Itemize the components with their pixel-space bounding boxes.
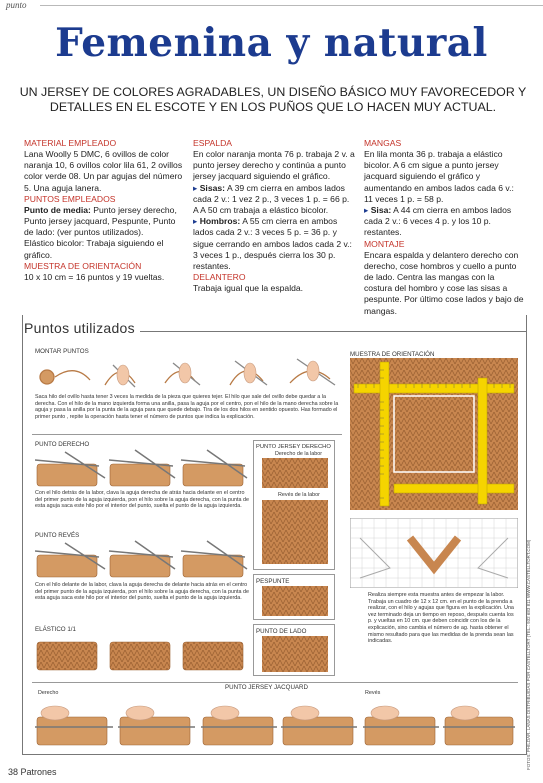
text-hombros-bold: Hombros: <box>199 216 241 227</box>
text-derecho: Con el hilo detrás de la labor, clava la aguja derecha de atrás hacia delante en el centro del primer punto de la aguja izquierda, pon el hilo sobre la aguja derecha, con la punta de esta aguja saca este hilo por el interior del punto, suelta el punto de la aguja izquierda. <box>35 490 249 510</box>
label-reves-labor: Revés de la labor <box>278 492 320 498</box>
heading-espalda: ESPALDA <box>193 138 233 148</box>
montar-illustration <box>35 355 340 393</box>
text-montaje: Encara espalda y delantero derecho con derecho, cose hombros y cuello a punto de lado. Centra las mangas con la costura del hombro y cose las sisas a pespunte. Por último cose lados y bajo de mangas. <box>364 249 524 316</box>
jacquard-rule <box>32 682 518 683</box>
label-elastico: ELÁSTICO 1/1 <box>35 626 76 633</box>
top-bar <box>0 0 543 10</box>
page-subtitle: UN JERSEY DE COLORES AGRADABLES, UN DISEÑO BÁSICO MUY FAVORECEDOR Y DETALLES EN EL ESCOTE Y EN LOS PUÑOS QUE LO HACEN MUY ACTUAL. <box>19 85 527 114</box>
label-muestra: MUESTRA DE ORIENTACIÓN <box>350 351 435 358</box>
label-derecho: PUNTO DERECHO <box>35 441 90 448</box>
column-materials <box>24 138 186 283</box>
column-mangas <box>364 138 524 317</box>
column-espalda <box>193 138 355 294</box>
jersey-derecho-front-swatch <box>262 458 328 488</box>
gauge-swatch-illustration <box>350 358 518 510</box>
text-mangas: En lila monta 36 p. trabaja a elástico bicolor. A 6 cm sigue a punto jersey jacquard siguiendo el gráfico y aumentando en ambos lados cada 6 v.: 11 veces 1 p. = 58 p. <box>364 149 514 204</box>
jacquard-illustration <box>35 697 515 749</box>
bullet-icon: ▸ <box>193 216 200 227</box>
text-reves: Con el hilo delante de la labor, clava la aguja derecha de delante hacia atrás en el centro del primer punto de la aguja izquierda, pon el hilo sobre la aguja derecha, con la punta de esta aguja saca este hilo por el interior del punto, suelta el punto de la aguja izquierda. <box>35 582 249 602</box>
text-hombros-body: A 55 cm cierra en ambos lados cada 2 v.: 3 veces 5 p. = 36 p. y sigue cerrando en ambos lados cada 2 v.: 3 veces 1 p., después cierra los 30 p. restantes. <box>193 216 352 272</box>
heading-delantero: DELANTERO <box>193 272 246 283</box>
text-puntos-bold: Punto de media: <box>24 204 91 215</box>
text-sisa <box>364 205 524 239</box>
bullet-icon: ▸ <box>193 182 200 193</box>
pespunte-illustration <box>262 586 328 616</box>
panel-top-rule <box>140 331 527 332</box>
label-lado: PUNTO DE LADO <box>256 628 307 635</box>
text-sisas-bold: Sisas: <box>199 182 226 193</box>
text-espalda: En color naranja monta 76 p. trabaja 2 v. a punto jersey derecho y continúa a punto jersey jacquard siguiendo el gráfico. <box>193 149 355 182</box>
stitches-panel-title: Puntos utilizados <box>24 320 135 336</box>
photo-credit: FOTOS: PHILDAR. LANAS DISTRIBUIDAS POR CASTELLTORT (TEL.: 932 683 811 WWW.CASTELLTORT.COM) <box>526 539 531 770</box>
text-puntos-body: Punto jersey derecho, Punto jersey jacquard, Pespunte, Punto de lado: (ver puntos utilizados). <box>24 204 177 238</box>
text-sisa-bold: Sisa: <box>370 205 392 216</box>
page-footer: 38 Patrones <box>8 767 57 777</box>
heading-muestra: MUESTRA DE ORIENTACIÓN <box>24 260 142 271</box>
label-jersey-derecho: PUNTO JERSEY DERECHO <box>256 444 331 450</box>
heading-material: MATERIAL EMPLEADO <box>24 138 117 148</box>
jersey-derecho-back-swatch <box>262 500 328 564</box>
label-reves: PUNTO REVÉS <box>35 532 80 539</box>
derecho-illustration <box>35 448 250 488</box>
lado-illustration <box>262 636 328 672</box>
page-title: Femenina y natural <box>55 20 488 66</box>
label-jacquard: PUNTO JERSEY JACQUARD <box>225 684 308 691</box>
text-sisas-body: A 39 cm cierra en ambos lados cada 2 v.: 1 vez 2 p., 3 veces 1 p. = 66 p. A A 50 cm trabaja a elástico bicolor. <box>193 182 350 216</box>
text-hombros <box>193 216 355 272</box>
text-muestra-instructions: Realiza siempre esta muestra antes de empezar la labor. Trabaja un cuadro de 12 x 12 cm. en el punto de la prenda a realizar, con el hilo y agujas que figura en la explicación. Una vez terminado deja un tiempo en reposo, después cuenta los p. y vueltas en 10 cm. que deben coincidir con los de la explicación, sino cambia el número de ag. hasta obtener el mismo resultado para que las medidas de la prenda sean las indicadas. <box>368 592 514 645</box>
text-montar: Saca hilo del ovillo hasta tener 3 veces la medida de la pieza que quieres tejer. El hilo que sale del ovillo debe quedar a la derecha. Con el hilo de la mano izquierda forma una anilla, pasa la aguja por el centro, pon el hilo de la mano derecha sobre la aguja y pasa la anilla por la punta de la aguja para que quede debajo. Tira de los dos hilos en sentido opuesto. Has formado el primer punto , repite la operación hasta tener el número de puntos que indica la explicación. <box>35 394 339 420</box>
text-puntos <box>24 205 186 239</box>
reves-illustration <box>35 539 250 579</box>
label-jacquard-reves: Revés <box>365 690 381 696</box>
text-material: Lana Woolly 5 DMC, 6 ovillos de color naranja 10, 6 ovillos color lila 61, 2 ovillos color verde 08. Un par agujas del número 5. Una aguja lanera. <box>24 149 183 193</box>
label-derecho-labor: Derecho de la labor <box>275 451 323 457</box>
bullet-icon: ▸ <box>364 205 371 216</box>
section-label: punto <box>6 0 27 10</box>
label-pespunte: PESPUNTE <box>256 578 290 585</box>
text-sisa-body: A 44 cm cierra en ambos lados cada 2 v.: 6 veces 4 p. y los 10 p. restantes. <box>364 205 512 238</box>
text-sisas <box>193 183 355 217</box>
label-montar: MONTAR PUNTOS <box>35 348 89 355</box>
top-rule <box>40 5 543 6</box>
text-muestra: 10 x 10 cm = 16 puntos y 19 vueltas. <box>24 271 165 282</box>
heading-montaje: MONTAJE <box>364 238 405 249</box>
heading-mangas: MANGAS <box>364 138 402 148</box>
text-delantero: Trabaja igual que la espalda. <box>193 283 304 294</box>
heading-puntos: PUNTOS EMPLEADOS <box>24 193 116 204</box>
label-jacquard-derecho: Derecho <box>38 690 59 696</box>
jacquard-chart <box>350 518 518 588</box>
text-elastico: Elástico bicolor: Trabaja siguiendo el gráfico. <box>24 238 164 260</box>
elastico-illustration <box>35 632 250 672</box>
